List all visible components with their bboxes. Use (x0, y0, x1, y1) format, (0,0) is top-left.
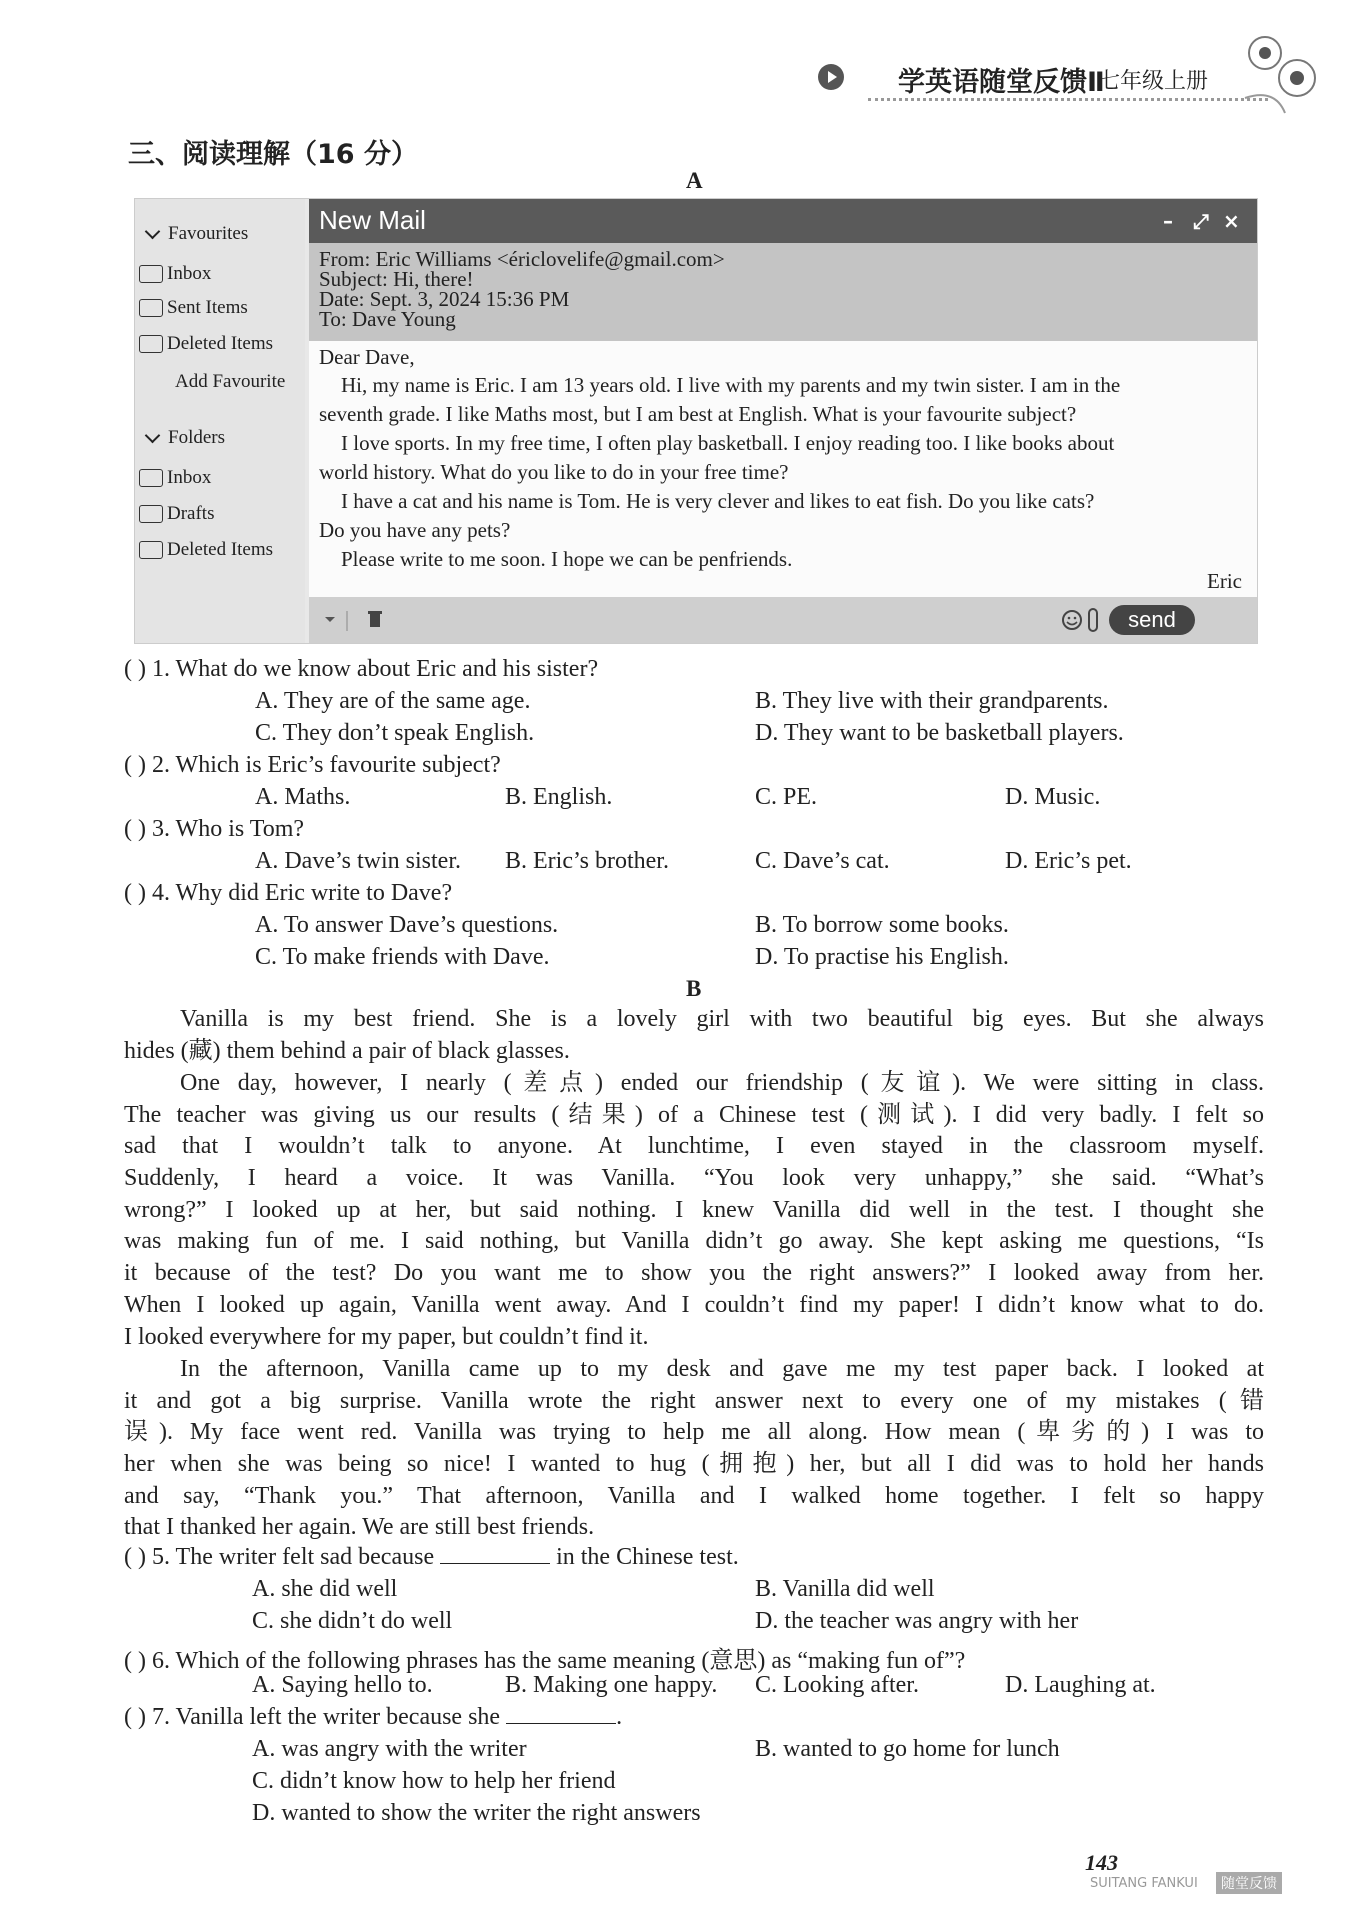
question-1-option-c: C. They don’t speak English. (255, 720, 535, 746)
passage-line: Suddenly, I heard a voice. It was Vanilla. “You look very unhappy,” she said. “What’s (124, 1165, 1264, 1192)
close-icon[interactable]: × (1223, 209, 1240, 233)
folder-item-drafts[interactable]: Drafts (139, 503, 214, 525)
trash-icon (139, 541, 163, 559)
mail-body-line: Please write to me soon. I hope we can be penfriends. (341, 547, 793, 571)
passage-line: wrong?” I looked up at her, but said nothing. I knew Vanilla did well in the test. I thought she (124, 1196, 1264, 1223)
section-title: 三、阅读理解（16 分） (128, 139, 418, 170)
minimize-icon[interactable]: – (1163, 209, 1173, 233)
drafts-icon (139, 505, 163, 523)
question-1-stem: ( ) 1. What do we know about Eric and his sister? (124, 656, 599, 682)
question-7-option-a: A. was angry with the writer (252, 1736, 527, 1762)
mail-body-line: Dear Dave, (319, 345, 415, 369)
passage-line: sad that I wouldn’t talk to anyone. At lunchtime, I even stayed in the classroom myself. (124, 1133, 1264, 1160)
question-7-option-c: C. didn’t know how to help her friend (252, 1768, 616, 1794)
folder-item-inbox[interactable]: Inbox (139, 467, 211, 489)
passage-line: One day, however, I nearly (差点) ended our friendship (友谊). We were sitting in class. (180, 1070, 1264, 1096)
passage-paragraph-3 (124, 1354, 1264, 1544)
expand-icon[interactable]: ⤢ (1193, 209, 1209, 233)
passage-paragraph-1 (124, 1004, 1264, 1067)
question-3-option-b: B. Eric’s brother. (505, 848, 669, 874)
question-2-option-b: B. English. (505, 784, 613, 810)
passage-line: it and got a big surprise. Vanilla wrote the right answer next to every one of my mistakes (错 (124, 1387, 1264, 1414)
mail-body-line: Do you have any pets? (319, 518, 511, 542)
question-5-option-b: B. Vanilla did well (755, 1576, 935, 1602)
chevron-down-icon (145, 428, 161, 444)
trash-icon (139, 335, 163, 353)
add-favourite-link[interactable]: Add Favourite (175, 371, 286, 392)
folders-header[interactable]: Folders (139, 427, 225, 449)
question-3-stem: ( ) 3. Who is Tom? (124, 816, 305, 842)
footer-brand: SUITANG FANKUI (1090, 1876, 1198, 1891)
question-3-option-a: A. Dave’s twin sister. (255, 848, 461, 874)
mail-body-line: Hi, my name is Eric. I am 13 years old. I live with my parents and my twin sister. I am in the (341, 373, 1121, 397)
footer-badge: 随堂反馈 (1216, 1872, 1282, 1894)
passage-line: In the afternoon, Vanilla came up to my desk and gave me my test paper back. I looked at (180, 1356, 1264, 1382)
question-1-option-d: D. They want to be basketball players. (755, 720, 1124, 746)
favourites-header[interactable]: Favourites (139, 223, 248, 245)
trash-icon[interactable] (367, 609, 383, 629)
question-6-option-d: D. Laughing at. (1005, 1672, 1156, 1698)
passage-line: and say, “Thank you.” That afternoon, Vanilla and I walked home together. I felt so happy (124, 1482, 1264, 1509)
flower-decoration-icon (1235, 18, 1330, 118)
emoji-icon[interactable] (1061, 609, 1083, 631)
mail-body[interactable] (309, 341, 1257, 597)
passage-line: I looked everywhere for my paper, but couldn’t find it. (124, 1323, 649, 1350)
sidebar-item-deleted[interactable]: Deleted Items (139, 333, 273, 355)
mail-header-fields (309, 243, 1257, 341)
question-4-option-a: A. To answer Dave’s questions. (255, 912, 559, 938)
answer-blank[interactable] (506, 1723, 616, 1724)
book-subtitle: 七年级上册 (1098, 69, 1209, 94)
from-field: From: Eric Williams <ériclovelife@gmail.com> (319, 247, 725, 271)
header-divider (868, 98, 1268, 101)
passage-line: hides (藏) them behind a pair of black glasses. (124, 1037, 570, 1064)
mail-body-line: world history. What do you like to do in your free time? (319, 460, 789, 484)
question-3-option-d: D. Eric’s pet. (1005, 848, 1132, 874)
attachment-icon[interactable] (1087, 607, 1099, 633)
mail-sidebar (135, 199, 305, 643)
inbox-icon (139, 265, 163, 283)
chevron-down-icon (145, 224, 161, 240)
mail-body-line: seventh grade. I like Maths most, but I am best at English. What is your favourite subject? (319, 402, 1077, 426)
question-6-option-c: C. Looking after. (755, 1672, 919, 1698)
question-6-option-a: A. Saying hello to. (252, 1672, 433, 1698)
question-4-stem: ( ) 4. Why did Eric write to Dave? (124, 880, 453, 906)
question-5-option-d: D. the teacher was angry with her (755, 1608, 1079, 1634)
question-4-option-b: B. To borrow some books. (755, 912, 1009, 938)
sidebar-item-inbox[interactable]: Inbox (139, 263, 211, 285)
question-7-option-b: B. wanted to go home for lunch (755, 1736, 1060, 1762)
question-2-option-c: C. PE. (755, 784, 818, 810)
book-title: 学英语随堂反馈Ⅱ (898, 67, 1105, 98)
question-7-option-d: D. wanted to show the writer the right answers (252, 1800, 701, 1826)
page-number: 143 (1085, 1850, 1118, 1875)
passage-line: When I looked up again, Vanilla went away. And I couldn’t find my paper! I didn’t know what to do. (124, 1291, 1264, 1318)
mail-toolbar (309, 597, 1257, 643)
part-b-heading: B (686, 976, 702, 1001)
dropdown-icon[interactable] (323, 611, 363, 631)
question-4-option-d: D. To practise his English. (755, 944, 1009, 970)
question-2-option-a: A. Maths. (255, 784, 351, 810)
sent-icon (139, 299, 163, 317)
passage-line: The teacher was giving us our results (结果) of a Chinese test (测试). I did very badly. I felt so (124, 1101, 1264, 1128)
question-7-stem: ( ) 7. Vanilla left the writer because she . (124, 1704, 623, 1730)
passage-line: her when she was being so nice! I wanted to hug (拥抱) her, but all I did was to hold her hands (124, 1451, 1264, 1478)
question-2-stem: ( ) 2. Which is Eric’s favourite subject? (124, 752, 501, 778)
sidebar-item-sent[interactable]: Sent Items (139, 297, 248, 319)
question-6-stem: ( ) 6. Which of the following phrases has the same meaning (意思) as “making fun of”? (124, 1648, 966, 1674)
question-5-option-c: C. she didn’t do well (252, 1608, 453, 1634)
passage-line: 误). My face went red. Vanilla was trying to help me all along. How mean (卑劣的) I was to (124, 1419, 1264, 1446)
mail-body-line: I love sports. In my free time, I often play basketball. I enjoy reading too. I like books about (341, 431, 1115, 455)
question-6-option-b: B. Making one happy. (505, 1672, 718, 1698)
mail-signature: Eric (1207, 569, 1242, 593)
question-3-option-c: C. Dave’s cat. (755, 848, 890, 874)
folder-item-deleted[interactable]: Deleted Items (139, 539, 273, 561)
inbox-icon (139, 469, 163, 487)
question-2-option-d: D. Music. (1005, 784, 1101, 810)
question-4-option-c: C. To make friends with Dave. (255, 944, 550, 970)
send-button[interactable]: send (1109, 605, 1195, 635)
answer-blank[interactable] (440, 1563, 550, 1564)
question-1-option-a: A. They are of the same age. (255, 688, 531, 714)
question-1-option-b: B. They live with their grandparents. (755, 688, 1109, 714)
question-5-option-a: A. she did well (252, 1576, 398, 1602)
mail-titlebar (309, 199, 1257, 243)
mail-body-line: I have a cat and his name is Tom. He is very clever and likes to eat fish. Do you like cats? (341, 489, 1095, 513)
passage-line: that I thanked her again. We are still best friends. (124, 1514, 595, 1541)
mail-window-title: New Mail (319, 205, 426, 235)
question-5-stem: ( ) 5. The writer felt sad because in the Chinese test. (124, 1544, 739, 1570)
mail-window (134, 198, 1258, 644)
passage-paragraph-2 (124, 1068, 1264, 1353)
passage-line: Vanilla is my best friend. She is a lovely girl with two beautiful big eyes. But she always (180, 1006, 1264, 1032)
play-icon (818, 64, 844, 90)
part-a-heading: A (686, 168, 703, 193)
subject-field: Subject: Hi, there! (319, 267, 474, 291)
passage-line: was making fun of me. I said nothing, but Vanilla didn’t go away. She kept asking me questions, “Is (124, 1228, 1264, 1255)
to-field: To: Dave Young (319, 307, 456, 331)
date-field: Date: Sept. 3, 2024 15:36 PM (319, 287, 570, 311)
passage-line: it because of the test? Do you want me to show you the right answers?” I looked away from her. (124, 1260, 1264, 1287)
